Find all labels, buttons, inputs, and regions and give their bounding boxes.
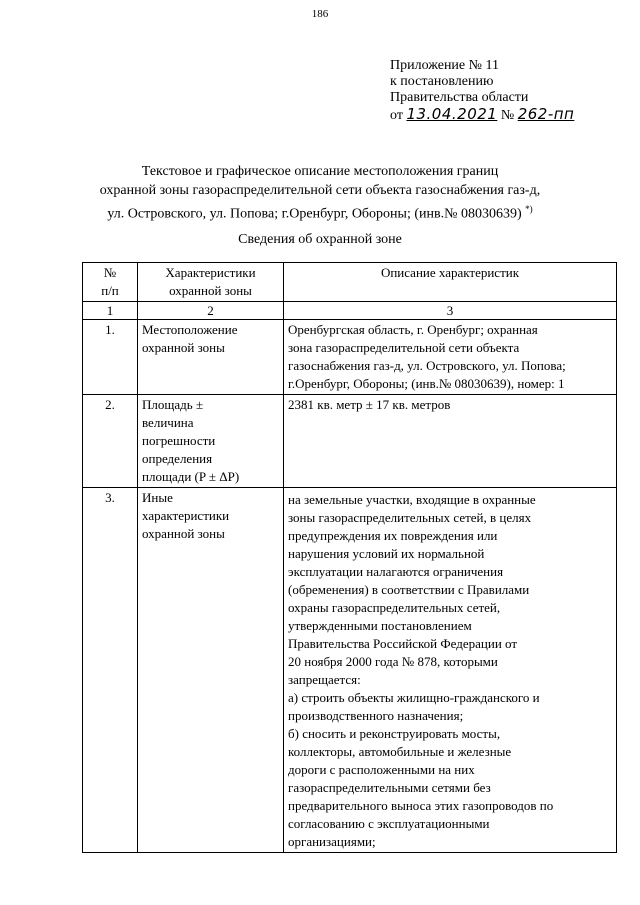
text-line: согласованию с эксплуатационными bbox=[288, 816, 490, 831]
text-line: дороги с расположенными на них bbox=[288, 762, 475, 777]
text-line: Иные bbox=[142, 490, 173, 505]
column-number-2: 2 bbox=[138, 302, 284, 320]
text-line: 20 ноября 2000 года № 878, которыми bbox=[288, 654, 498, 669]
column-number-1: 1 bbox=[83, 302, 138, 320]
text-line: Площадь ± bbox=[142, 397, 204, 412]
text-line: (обременения) в соответствии с Правилами bbox=[288, 582, 530, 597]
text-line: охранной зоны bbox=[142, 340, 225, 355]
text-line: охранной зоны bbox=[142, 526, 225, 541]
column-number-3: 3 bbox=[284, 302, 617, 320]
text-line: б) сносить и реконструировать мосты, bbox=[288, 726, 501, 741]
row-number: 3. bbox=[83, 488, 138, 853]
appendix-line-3: Правительства области bbox=[390, 90, 529, 105]
text-line: предупреждения их повреждения или bbox=[288, 528, 498, 543]
text-line: охраны газораспределительных сетей, bbox=[288, 600, 501, 615]
title-line-2: охранной зоны газораспределительной сети объекта газоснабжения газ-д, bbox=[99, 183, 541, 198]
row-description bbox=[284, 320, 617, 395]
text-line: газоснабжения газ-д, ул. Островского, ул. Попова; bbox=[288, 358, 566, 373]
table-row bbox=[83, 395, 617, 488]
text-line: характеристики bbox=[142, 508, 230, 523]
text-line: нарушения условий их нормальной bbox=[288, 546, 485, 561]
footnote-mark: *) bbox=[525, 204, 533, 214]
text-line: площади (P ± ΔP) bbox=[142, 469, 240, 484]
handwritten-number: 262-пп bbox=[517, 105, 575, 123]
text-line: Местоположение bbox=[142, 322, 238, 337]
table-header-row bbox=[83, 263, 617, 302]
text-line: погрешности bbox=[142, 433, 216, 448]
title-line-1: Текстовое и графическое описание местоположения границ bbox=[141, 164, 499, 179]
row-number: 2. bbox=[83, 395, 138, 488]
text-line: г.Оренбург, Обороны; (инв.№ 08030639), номер: 1 bbox=[288, 376, 565, 391]
text-line: Оренбургская область, г. Оренбург; охранная bbox=[288, 322, 538, 337]
title-line-3 bbox=[0, 200, 640, 224]
text-line: эксплуатации налагаются ограничения bbox=[288, 564, 504, 579]
text-line: коллекторы, автомобильные и железные bbox=[288, 744, 512, 759]
appendix-line-1: Приложение № 11 bbox=[390, 58, 499, 73]
text-line: 2381 кв. метр ± 17 кв. метров bbox=[288, 397, 451, 412]
row-description bbox=[284, 488, 617, 853]
text-line: организациями; bbox=[288, 834, 376, 849]
row-characteristic bbox=[138, 395, 284, 488]
document-title bbox=[0, 162, 640, 224]
text-line: а) строить объекты жилищно-гражданского и bbox=[288, 690, 540, 705]
text-line: зона газораспределительной сети объекта bbox=[288, 340, 520, 355]
number-label: № bbox=[500, 108, 515, 123]
appendix-block bbox=[390, 58, 574, 124]
header-number-line-2: п/п bbox=[101, 283, 119, 298]
page-number: 186 bbox=[311, 8, 329, 20]
header-characteristics bbox=[138, 263, 284, 302]
text-line: предварительного выноса этих газопроводов по bbox=[288, 798, 554, 813]
header-number bbox=[83, 263, 138, 302]
row-description bbox=[284, 395, 617, 488]
row-characteristic bbox=[138, 320, 284, 395]
text-line: запрещается: bbox=[288, 672, 361, 687]
table-row bbox=[83, 488, 617, 853]
text-line: величина bbox=[142, 415, 194, 430]
text-line: Правительства Российской Федерации от bbox=[288, 636, 518, 651]
header-characteristics-line-2: охранной зоны bbox=[169, 283, 252, 298]
appendix-line-2: к постановлению bbox=[390, 74, 494, 89]
row-characteristic bbox=[138, 488, 284, 853]
column-numbers-row bbox=[83, 302, 617, 320]
zone-info-table bbox=[82, 262, 617, 853]
text-line: на земельные участки, входящие в охранные bbox=[288, 492, 536, 507]
section-subtitle: Сведения об охранной зоне bbox=[238, 232, 402, 247]
header-description: Описание характеристик bbox=[284, 263, 617, 302]
header-characteristics-line-1: Характеристики bbox=[165, 265, 256, 280]
appendix-date-line bbox=[390, 106, 574, 124]
text-line: газораспределительными сетями без bbox=[288, 780, 491, 795]
date-prefix: от bbox=[390, 108, 403, 123]
row-number: 1. bbox=[83, 320, 138, 395]
title-line-3-text: ул. Островского, ул. Попова; г.Оренбург, Обороны; (инв.№ 08030639) bbox=[107, 206, 522, 222]
handwritten-date: 13.04.2021 bbox=[406, 105, 498, 123]
table-row bbox=[83, 320, 617, 395]
text-line: определения bbox=[142, 451, 213, 466]
text-line: зоны газораспределительных сетей, в целях bbox=[288, 510, 532, 525]
text-line: утвержденными постановлением bbox=[288, 618, 472, 633]
text-line: производственного назначения; bbox=[288, 708, 464, 723]
header-number-line-1: № bbox=[103, 265, 117, 280]
